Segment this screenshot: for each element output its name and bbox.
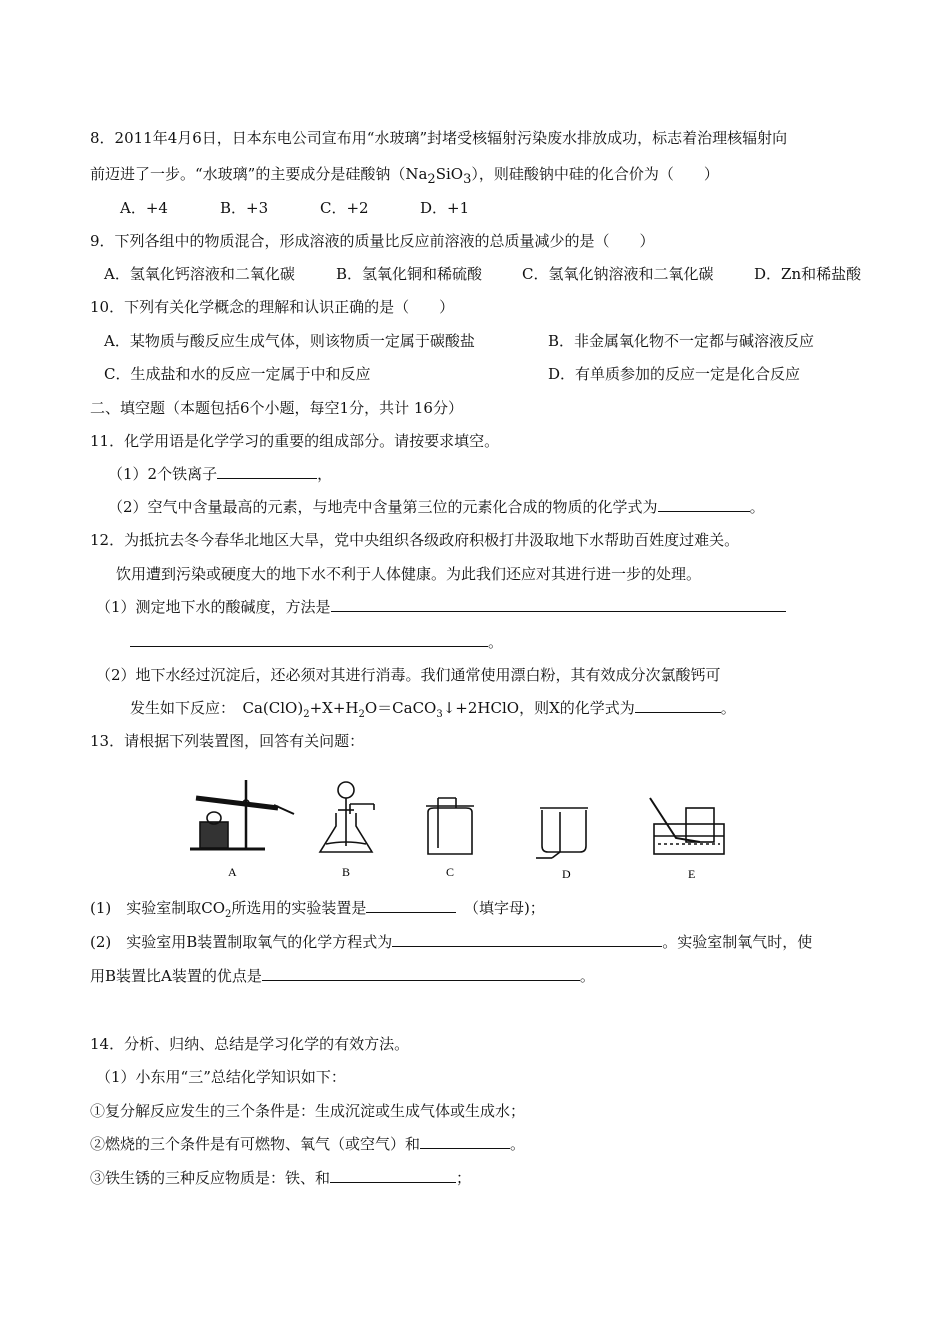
q11-part2: （2）空气中含量最高的元素，与地壳中含量第三位的元素化合成的物质的化学式为 。	[108, 498, 765, 516]
q13-part3: 用B装置比A装置的优点是 。	[90, 967, 595, 985]
q12-part2: （2）地下水经过沉淀后，还必须对其进行消毒。我们通常使用漂白粉，其有效成分次氯酸钙可	[96, 666, 721, 684]
q10-option-b[interactable]: B．非金属氧化物不一定都与碱溶液反应	[548, 332, 815, 350]
q12-line1: 12．为抵抗去冬今春华北地区大旱，党中央组织各级政府积极打井汲取地下水帮助百姓度过难关。	[90, 531, 740, 549]
q8-option-c[interactable]: C．+2	[320, 199, 369, 217]
q10-stem: 10．下列有关化学概念的理解和认识正确的是（ ）	[90, 298, 455, 316]
q14-item2: ②燃烧的三个条件是有可燃物、氧气（或空气）和 。	[90, 1135, 526, 1153]
q13-part1: (1) 实验室制取$CO_2$所选用的实验装置是 （填字母)；	[90, 899, 545, 920]
apparatus-d-icon	[536, 808, 588, 858]
q13-blank2[interactable]	[392, 932, 662, 947]
q9-options	[104, 264, 861, 284]
q9-option-c[interactable]: C．氢氧化钠溶液和二氧化碳	[522, 265, 714, 283]
label-d: D	[562, 867, 571, 881]
q11-blank2[interactable]	[658, 497, 750, 512]
q9-option-d[interactable]: D．Zn和稀盐酸	[754, 265, 862, 283]
apparatus-b-icon	[320, 782, 374, 852]
apparatus-e-icon	[650, 798, 724, 854]
q11-stem: 11．化学用语是化学学习的重要的组成部分。请按要求填空。	[90, 432, 500, 450]
label-a: A	[228, 865, 237, 879]
q10-option-c[interactable]: C．生成盐和水的反应一定属于中和反应	[104, 365, 371, 383]
q11-blank1[interactable]	[217, 464, 317, 479]
q14-item3: ③铁生锈的三种反应物质是：铁、和 ；	[90, 1169, 472, 1187]
q10-option-a[interactable]: A．某物质与酸反应生成气体，则该物质一定属于碳酸盐	[104, 332, 475, 350]
apparatus-a-icon	[190, 780, 294, 849]
section-heading: 二、填空题（本题包括6个小题，每空1分，共计 16分）	[90, 399, 463, 417]
apparatus-c-icon	[426, 798, 474, 854]
label-c: C	[446, 865, 455, 879]
apparatus-figure	[180, 768, 740, 888]
q14-item1: ①复分解反应发生的三个条件是：生成沉淀或生成气体或生成水；	[90, 1102, 526, 1120]
q12-blank1a[interactable]	[331, 597, 786, 612]
q8-options	[120, 198, 469, 218]
q14-part1: （1）小东用“三”总结化学知识如下：	[96, 1068, 346, 1086]
q13-stem: 13．请根据下列装置图，回答有关问题：	[90, 732, 365, 750]
q11-part1: （1）2个铁离子 ，	[108, 465, 333, 483]
q12-blank1b[interactable]	[130, 632, 488, 647]
label-b: B	[342, 865, 351, 879]
q8-line1: 8．2011年4月6日，日本东电公司宣布用“水玻璃”封堵受核辐射污染废水排放成功，标志着治理核辐射向	[90, 129, 788, 147]
q13-part2: (2) 实验室用B装置制取氧气的化学方程式为 。实验室制氧气时，使	[90, 933, 813, 951]
q13-blank3[interactable]	[262, 966, 580, 981]
q10-option-d[interactable]: D．有单质参加的反应一定是化合反应	[548, 365, 801, 383]
q14-stem: 14．分析、归纳、总结是学习化学的有效方法。	[90, 1035, 410, 1053]
q12-part1-cont: 。	[130, 632, 503, 652]
q8-option-a[interactable]: A．+4	[120, 199, 168, 217]
q12-part1: （1）测定地下水的酸碱度，方法是	[96, 597, 786, 617]
q13-blank1[interactable]	[366, 898, 456, 913]
q12-line2: 饮用遭到污染或硬度大的地下水不利于人体健康。为此我们还应对其进行进一步的处理。	[116, 565, 702, 583]
q8-option-b[interactable]: B．+3	[220, 199, 269, 217]
q14-blank3[interactable]	[330, 1168, 456, 1183]
q8-option-d[interactable]: D．+1	[420, 199, 470, 217]
q8-line2: 前迈进了一步。“水玻璃”的主要成分是硅酸钠$(Na_2SiO_3)$，则硅酸钠中硅的化合价为（ ）	[90, 165, 719, 187]
q9-option-b[interactable]: B．氢氧化铜和稀硫酸	[336, 265, 483, 283]
q12-blank2[interactable]	[635, 698, 721, 713]
q12-part2-reaction: 发生如下反应： $Ca(ClO)_2+X+H_2O=CaCO_3↓+2HClO$，则X的化学式为 。	[130, 699, 736, 720]
q9-option-a[interactable]: A．氢氧化钙溶液和二氧化碳	[104, 265, 295, 283]
q9-stem: 9．下列各组中的物质混合，形成溶液的质量比反应前溶液的总质量减少的是（ ）	[90, 232, 655, 250]
q14-blank2[interactable]	[420, 1134, 510, 1149]
label-e: E	[688, 867, 696, 881]
